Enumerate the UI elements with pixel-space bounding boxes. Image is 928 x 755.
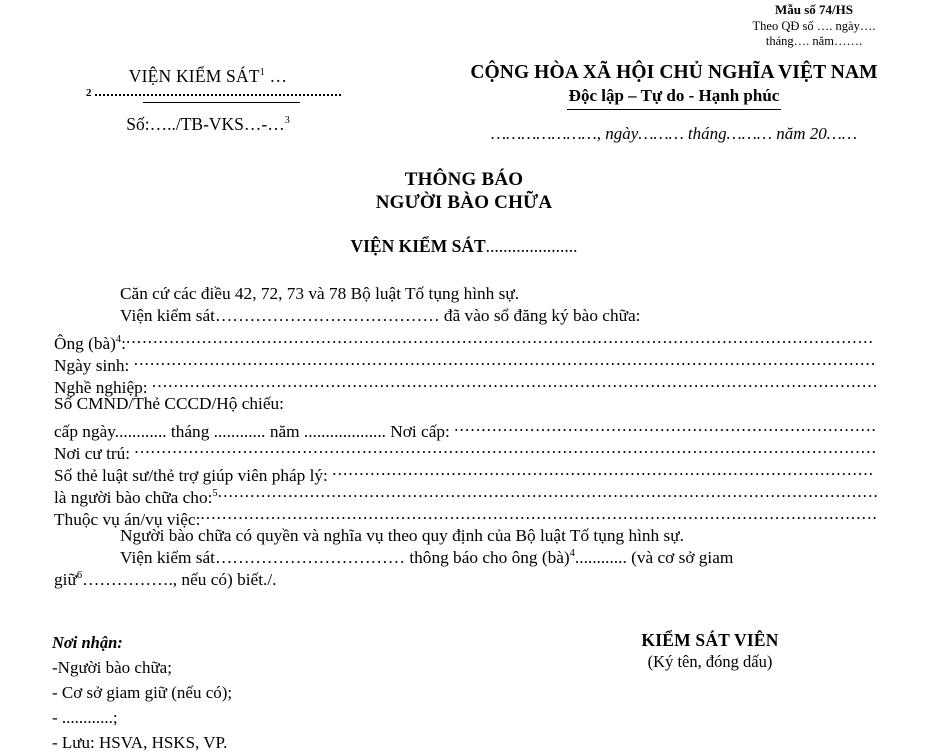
field-dob-leader: ......................................................................................................................................... xyxy=(133,350,877,369)
recipients-heading: Nơi nhận: xyxy=(52,633,123,652)
notification-dots: …………………………… xyxy=(214,548,406,567)
field-dob xyxy=(54,349,878,375)
field-id-number-label: Số CMND/Thẻ CCCD/Hộ chiếu: xyxy=(54,394,284,413)
notification-dots-2: ............ xyxy=(574,548,627,567)
signer-role: KIỂM SÁT VIÊN xyxy=(641,630,779,650)
field-id-issue-label: cấp ngày............ tháng ............ năm ................... Nơi cấp: xyxy=(54,422,455,441)
footnote-marker-2: 2 xyxy=(86,87,92,99)
national-header-block xyxy=(420,62,928,144)
field-fullname-label: Ông (bà) xyxy=(54,334,116,353)
notification-prefix: Viện kiểm sát xyxy=(120,548,215,567)
form-code-decision-line1: Theo QĐ số …. ngày…. xyxy=(752,18,876,33)
field-lawyer-card-label: Số thẻ luật sư/thẻ trợ giúp viên pháp lý: xyxy=(54,466,333,485)
field-fullname-colon: : xyxy=(121,334,126,353)
list-item: -Người bào chữa; xyxy=(52,658,172,677)
field-residence-label: Nơi cư trú: xyxy=(54,444,135,463)
field-dob-label: Ngày sinh: xyxy=(54,356,134,375)
footnote-marker-4: 4 xyxy=(115,334,122,346)
subject-dots: ..................... xyxy=(485,236,578,256)
form-code-number: Mẫu số 74/HS xyxy=(774,2,853,17)
subject-label: VIỆN KIỂM SÁT xyxy=(350,236,486,256)
field-defends-for-leader: .......................................................................................................................... xyxy=(217,482,879,501)
field-case-leader: ............................................................................................................................. xyxy=(200,504,878,523)
title-line-1: THÔNG BÁO xyxy=(404,169,524,190)
document-number xyxy=(58,114,358,135)
footnote-marker-1: 1 xyxy=(259,67,265,79)
field-occupation xyxy=(54,371,879,397)
legal-basis-line: Căn cứ các điều 42, 72, 73 và 78 Bộ luật Tố tụng hình sự. xyxy=(120,284,520,303)
registration-line xyxy=(54,305,878,327)
issuing-authority-blank-line xyxy=(58,87,358,110)
field-id-number xyxy=(54,393,878,415)
footnote-marker-5: 5 xyxy=(212,488,218,500)
field-residence xyxy=(54,437,878,463)
list-item: - Lưu: HSVA, HSKS, VP. xyxy=(52,733,228,752)
signer-note: (Ký tên, đóng dấu) xyxy=(647,652,773,671)
field-fullname xyxy=(54,327,878,353)
recipients-block xyxy=(52,630,232,755)
document-number-text: Số:…../TB-VKS…-… xyxy=(126,114,285,134)
footnote-marker-6: 6 xyxy=(76,570,83,582)
detention-tail: ……………., nếu có) biết./. xyxy=(82,570,277,589)
issuing-authority-text: VIỆN KIỂM SÁT xyxy=(128,66,260,86)
motto-underline-wrap xyxy=(567,86,782,110)
list-item: - Cơ sở giam giữ (nếu có); xyxy=(52,683,233,702)
form-code-decision-line2: tháng…. năm……. xyxy=(765,34,863,49)
registration-suffix: đã vào sổ đăng ký bào chữa: xyxy=(439,306,641,325)
title-line-2: NGƯỜI BÀO CHỮA xyxy=(375,192,553,214)
footnote-marker-4b: 4 xyxy=(569,548,575,560)
field-case xyxy=(54,503,878,529)
signature-block xyxy=(560,630,860,672)
field-lawyer-card-leader: .................................................................................................... xyxy=(332,460,875,479)
field-defends-for xyxy=(54,481,879,507)
issuing-authority-block xyxy=(58,66,358,135)
issuing-authority-tail: … xyxy=(264,66,288,86)
detention-prefix: giữ xyxy=(54,570,77,589)
field-residence-leader: ......................................................................................................................................... xyxy=(134,438,878,457)
dotted-fill xyxy=(95,94,341,96)
rights-line: Người bào chữa có quyền và nghĩa vụ theo quy định của Bộ luật Tố tụng hình sự. xyxy=(120,526,684,545)
country-name: CỘNG HÒA XÃ HỘI CHỦ NGHĨA VIỆT NAM xyxy=(470,62,878,83)
national-motto: Độc lập – Tự do - Hạnh phúc xyxy=(568,86,780,105)
field-id-issue xyxy=(54,415,878,441)
notification-mid: thông báo cho ông (bà) xyxy=(405,548,570,567)
document-body xyxy=(54,283,878,591)
notification-line xyxy=(54,547,878,569)
list-item: - ............; xyxy=(52,708,118,727)
issuing-authority-name xyxy=(58,66,358,87)
field-defends-for-label: là người bào chữa cho: xyxy=(54,488,213,507)
form-code-block xyxy=(700,2,928,50)
registration-prefix: Viện kiểm sát xyxy=(120,306,215,325)
horizontal-rule xyxy=(143,102,300,103)
detention-line xyxy=(54,569,878,591)
field-occupation-label: Nghề nghiệp: xyxy=(54,378,152,397)
notification-tail: (và cơ sở giam xyxy=(626,548,734,567)
subject-line xyxy=(0,236,928,257)
field-occupation-leader: ...................................................................................................................................... xyxy=(151,372,879,391)
field-id-issue-leader: .............................................................................. xyxy=(454,416,877,435)
footnote-marker-3: 3 xyxy=(284,115,290,127)
field-case-label: Thuộc vụ án/vụ việc: xyxy=(54,510,201,529)
field-lawyer-card xyxy=(54,459,878,485)
place-date-line: …………………, ngày……… tháng……… năm 20…… xyxy=(490,124,858,143)
field-fullname-leader: .......................................................................................................................................... xyxy=(125,328,874,347)
registration-dots: ………………………………… xyxy=(214,306,440,325)
document-title xyxy=(0,168,928,214)
